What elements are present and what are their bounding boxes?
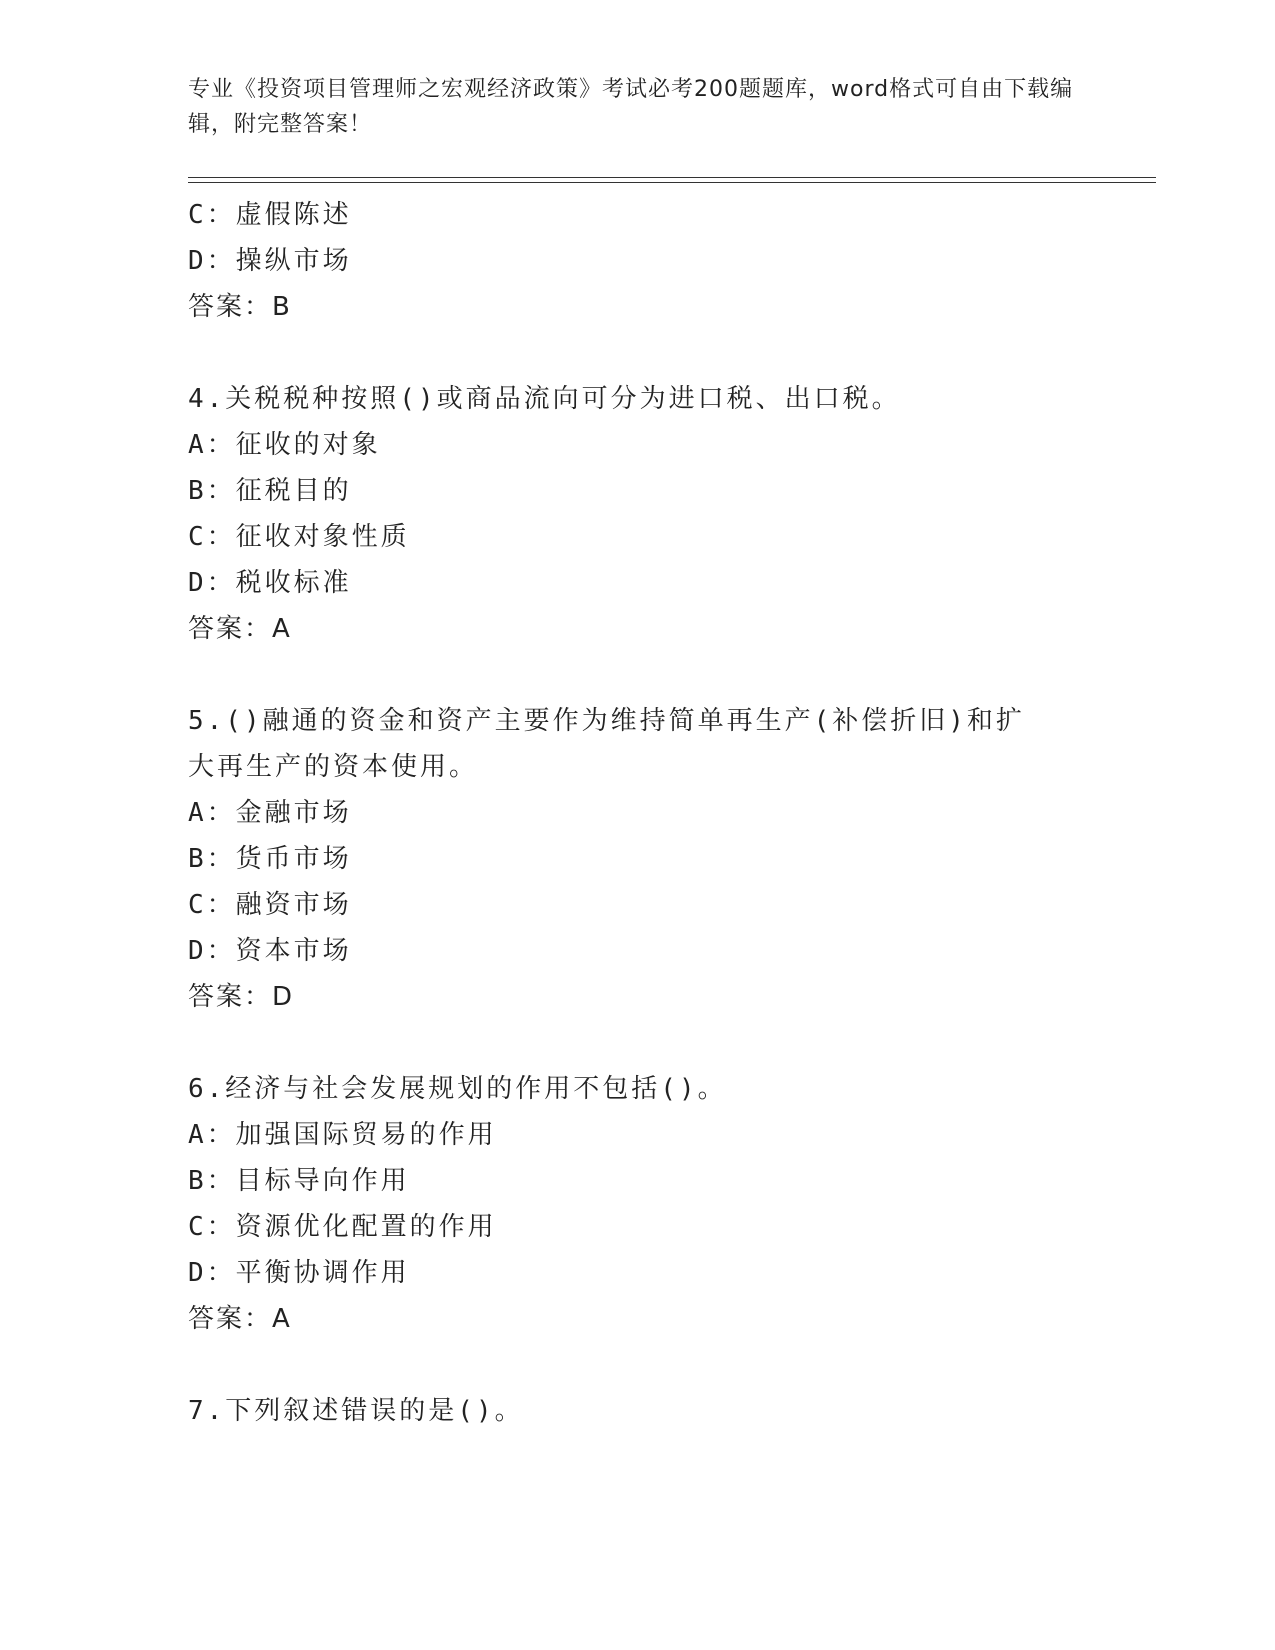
option-c: C：征收对象性质 — [188, 522, 410, 552]
answer: 答案：A — [188, 1304, 292, 1334]
question-text: 5.()融通的资金和资产主要作为维持简单再生产(补偿折旧)和扩大再生产的资本使用。 — [188, 706, 1025, 782]
spacer — [188, 1342, 1088, 1388]
question-list — [188, 192, 1088, 1434]
option-d: D：税收标准 — [188, 568, 352, 598]
option-b: B：目标导向作用 — [188, 1166, 410, 1196]
question-block — [188, 698, 1088, 1020]
answer: 答案：A — [188, 614, 292, 644]
option-d: D：资本市场 — [188, 936, 352, 966]
header-rule-top — [188, 177, 1156, 178]
option-d: D：平衡协调作用 — [188, 1258, 410, 1288]
question-text: 4.关税税种按照()或商品流向可分为进口税、出口税。 — [188, 384, 901, 414]
question-text: 6.经济与社会发展规划的作用不包括()。 — [188, 1074, 727, 1104]
page-header: 专业《投资项目管理师之宏观经济政策》考试必考200题题库，word格式可自由下载编辑，附完整答案！ — [188, 77, 1074, 137]
option-a: A：加强国际贸易的作用 — [188, 1120, 497, 1150]
option-c: C：融资市场 — [188, 890, 352, 920]
spacer — [188, 1020, 1088, 1066]
option-a: A：征收的对象 — [188, 430, 381, 460]
spacer — [188, 330, 1088, 376]
option-d: D：操纵市场 — [188, 246, 352, 276]
option-c: C：资源优化配置的作用 — [188, 1212, 497, 1242]
question-block — [188, 376, 1088, 652]
question-block — [188, 1066, 1088, 1342]
question-text: 7.下列叙述错误的是()。 — [188, 1396, 524, 1426]
option-b: B：货币市场 — [188, 844, 352, 874]
spacer — [188, 652, 1088, 698]
header-rule-bottom — [188, 182, 1156, 183]
option-b: B：征税目的 — [188, 476, 352, 506]
question-block — [188, 1388, 1088, 1434]
option-c: C：虚假陈述 — [188, 200, 352, 230]
question-block — [188, 192, 1088, 330]
answer: 答案：D — [188, 982, 295, 1012]
option-a: A：金融市场 — [188, 798, 352, 828]
answer: 答案：B — [188, 292, 292, 322]
